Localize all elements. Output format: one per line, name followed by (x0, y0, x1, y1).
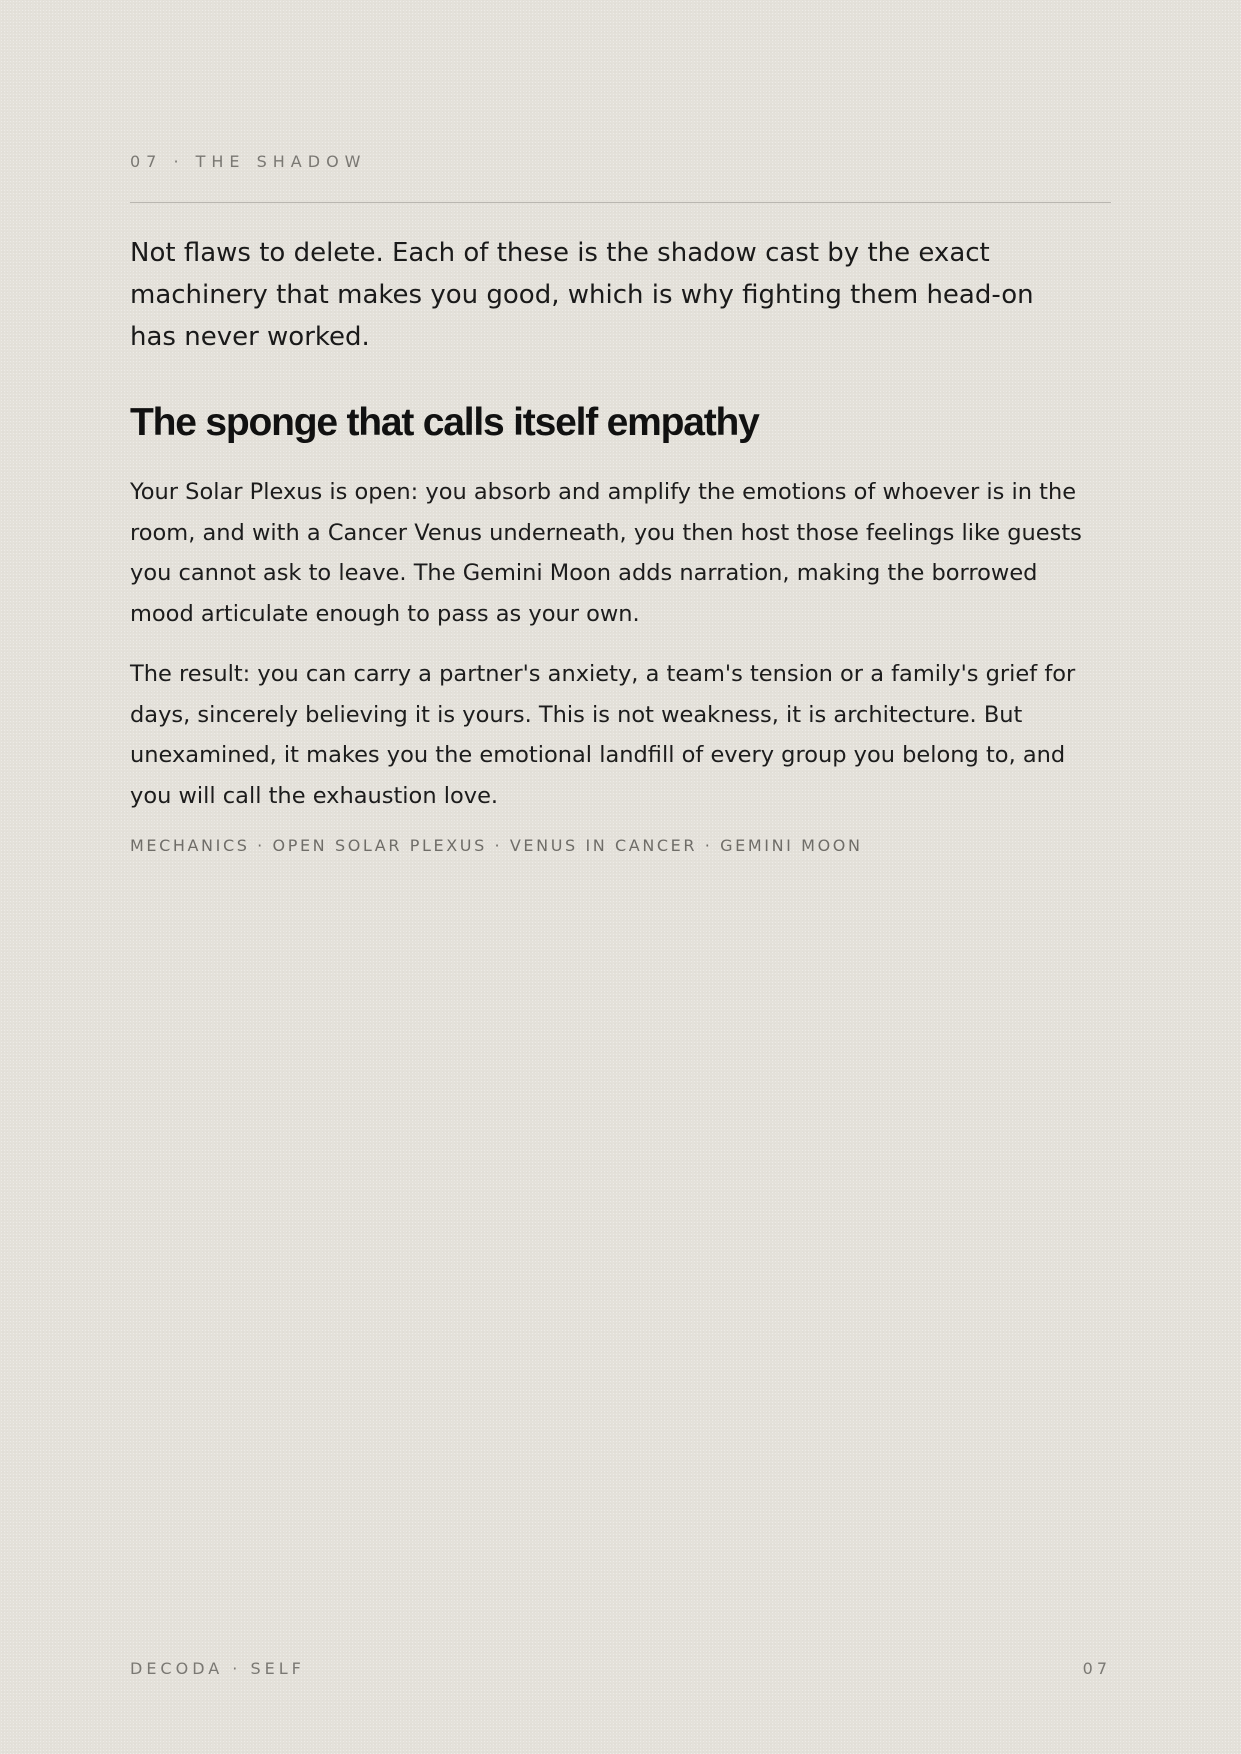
body-paragraph-2: The result: you can carry a partner's anxiety, a team's tension or a family's grief for days, sincerely believing it is yours. This is not weakness, it is architecture. But unexamined, it makes you the emotional landfill of every group you belong to, and you will call the exhaustion love. (130, 661, 1076, 809)
intro-paragraph: Not flaws to delete. Each of these is the shadow cast by the exact machinery that makes you good, which is why fighting them head-on has never worked. (130, 238, 1034, 352)
document-page (130, 0, 1111, 1754)
mechanics-caption: MECHANICS · OPEN SOLAR PLEXUS · VENUS IN CANCER · GEMINI MOON (130, 836, 863, 855)
section-heading: The sponge that calls itself empathy (130, 401, 759, 444)
footer-brand: DECODA · SELF (130, 1659, 305, 1678)
header-divider (130, 202, 1111, 203)
section-label: 07 · THE SHADOW (130, 152, 367, 171)
body-paragraph-1: Your Solar Plexus is open: you absorb and amplify the emotions of whoever is in the room, and with a Cancer Venus underneath, you then host those feelings like guests you cannot ask to leave. The Gemini Moon adds narration, making the borrowed mood articulate enough to pass as your own. (130, 479, 1082, 627)
footer-page-number: 07 (1082, 1659, 1111, 1678)
